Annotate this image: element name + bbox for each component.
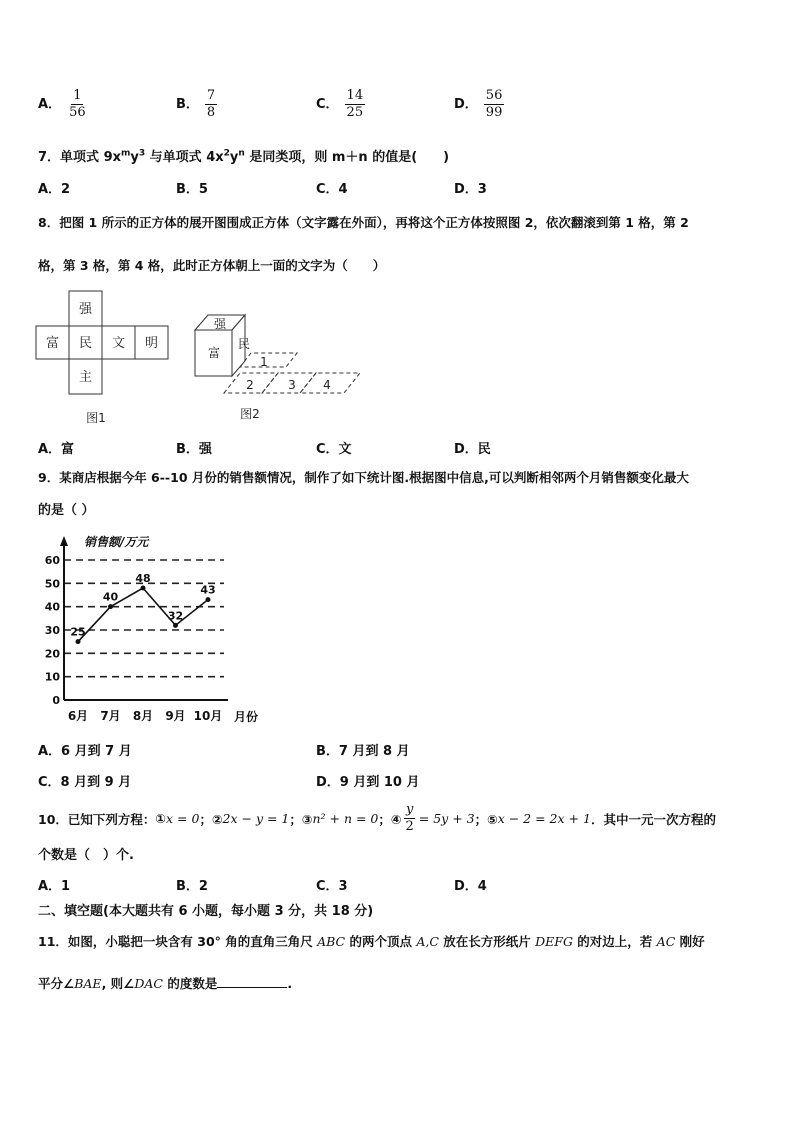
- roll-label-2: 2: [246, 378, 254, 392]
- data-point: [141, 586, 146, 591]
- y-tick-label: 30: [44, 624, 60, 637]
- net-label-left: 富: [45, 336, 60, 351]
- data-point: [76, 639, 81, 644]
- q8-figure1-net: [34, 288, 174, 428]
- cube-label-side: 民: [237, 337, 251, 351]
- cube-label-top: 强: [213, 317, 227, 331]
- q6-option-b-label: B．: [176, 97, 199, 112]
- q6-option-a-label: A．: [38, 97, 62, 112]
- data-label: 40: [102, 590, 119, 604]
- q6-option-a-fraction: $\frac{1}{56}$: [69, 88, 86, 120]
- q6-option-d-label: D．: [454, 97, 478, 112]
- x-tick-label: 6月: [67, 709, 89, 723]
- data-label: 43: [200, 583, 216, 597]
- chart-x-tick-labels: [68, 709, 223, 723]
- q10-equation-4-fraction: $\frac{y}{2}$: [405, 802, 414, 834]
- q9-option-c: C．8 月到 9 月: [38, 775, 132, 790]
- q6-option-c-label: C．: [316, 97, 339, 112]
- x-tick-label: 10月: [193, 709, 223, 723]
- x-tick-label: 7月: [100, 709, 121, 723]
- data-label: 25: [70, 625, 86, 639]
- q10-stem-line2: 个数是（ ）个.: [38, 848, 134, 863]
- q10-stem-line1: 10．已知下列方程： ① x = 0 ；② 2x − y = 1 ；③ n² + n = 0 ；④ $\frac{y}{2}$ = 5y + 3 ；⑤ x − 2 = 2x + 1 ．其中一元一次方程的: [38, 802, 716, 834]
- cube-label-front: 富: [207, 346, 221, 360]
- y-tick-label: 40: [44, 600, 60, 614]
- q6-option-d-fraction: $\frac{56}{99}$: [485, 88, 503, 120]
- q8-option-a: A．富: [38, 442, 75, 457]
- q9-sales-line-chart: [34, 528, 304, 728]
- net-label-right2: 明: [144, 336, 159, 351]
- q11-answer-blank[interactable]: [217, 975, 287, 988]
- chart-y-tick-labels: [45, 554, 61, 707]
- data-point: [108, 604, 113, 609]
- y-tick-label: 50: [44, 577, 60, 591]
- q7-option-c: C．4: [316, 182, 348, 197]
- net-label-top: 强: [78, 302, 93, 317]
- q6-option-c-fraction: $\frac{14}{25}$: [346, 88, 364, 120]
- net-label-right1: 文: [111, 336, 126, 351]
- q10-equation-3: n² + n = 0: [312, 811, 379, 826]
- q7-stem: 7．单项式 $9x^my^3$ 与单项式 $4x^2y^n$ 是同类项，则 m＋n 的值是( ): [38, 148, 450, 165]
- data-point: [173, 623, 178, 628]
- x-tick-label: 9月: [165, 709, 186, 723]
- x-tick-label: 8月: [132, 709, 154, 723]
- q10-option-d: D．4: [454, 879, 487, 894]
- q9-stem-line1: 9．某商店根据今年 6--10 月份的销售额情况，制作了如下统计图.根据图中信息,可以判断相邻两个月销售额变化最大: [38, 470, 689, 485]
- q6-option-d: [454, 88, 504, 121]
- q8-option-d: D．民: [454, 442, 491, 457]
- q10-equation-2: 2x − y = 1: [222, 811, 290, 826]
- q7-option-a: A．2: [38, 182, 71, 197]
- q11-stem-line2: 平分∠BAE, 则∠DAC 的度数是 .: [38, 976, 293, 991]
- y-tick-label: 10: [44, 670, 60, 684]
- chart-x-axis-label: 月份: [234, 710, 259, 724]
- roll-label-4: 4: [323, 378, 331, 392]
- roll-cell-1: [240, 353, 297, 367]
- chart-data-points: [76, 586, 211, 645]
- net-label-bottom: 主: [78, 370, 93, 385]
- chart-data-labels: [70, 572, 215, 639]
- q9-option-d: D．9 月到 10 月: [316, 775, 420, 790]
- figure2-caption: 图2: [240, 407, 260, 421]
- y-tick-label: 60: [44, 554, 60, 567]
- data-point: [206, 597, 211, 602]
- q10-option-b: B．2: [176, 879, 208, 894]
- q9-option-a: A．6 月到 7 月: [38, 744, 132, 759]
- q9-stem-line2: 的是（ ）: [38, 503, 95, 518]
- q10-option-a: A．1: [38, 879, 71, 894]
- roll-label-3: 3: [288, 378, 296, 392]
- q6-option-a: [38, 88, 88, 121]
- data-label: 48: [135, 572, 151, 585]
- q7-option-d: D．3: [454, 182, 487, 197]
- q8-option-c: C．文: [316, 442, 352, 457]
- q9-option-b: B．7 月到 8 月: [316, 744, 410, 759]
- section-2-heading: 二、填空题(本大题共有 6 小题，每小题 3 分，共 18 分): [38, 904, 374, 919]
- q6-option-c: [316, 88, 365, 121]
- q7-option-b: B．5: [176, 182, 208, 197]
- figure1-caption: 图1: [86, 411, 106, 425]
- chart-title: 销售额/万元: [84, 535, 149, 549]
- y-axis-arrow: [60, 536, 68, 546]
- q6-option-b-fraction: $\frac{7}{8}$: [206, 88, 216, 120]
- series-line: [78, 588, 208, 642]
- data-label: 32: [167, 609, 184, 623]
- q10-option-c: C．3: [316, 879, 348, 894]
- q10-equation-5: x − 2 = 2x + 1: [497, 811, 591, 826]
- q10-equation-1: x = 0: [166, 811, 200, 826]
- q8-stem-line1: 8．把图 1 所示的正方体的展开图围成正方体（文字露在外面），再将这个正方体按照图 2，依次翻滚到第 1 格，第 2: [38, 215, 689, 230]
- chart-series-line: [78, 588, 208, 642]
- q6-option-b: [176, 88, 217, 121]
- q11-stem-line1: 11．如图，小聪把一块含有 30° 角的直角三角尺 ABC 的两个顶点 A,C 放在长方形纸片 DEFG 的对边上，若 AC 刚好: [38, 934, 705, 949]
- q10-equation-4-rest: = 5y + 3: [418, 811, 475, 826]
- y-tick-label: 20: [44, 647, 60, 661]
- q8-option-b: B．强: [176, 442, 212, 457]
- roll-label-1: 1: [260, 355, 268, 369]
- q8-figure2-cube: [188, 308, 368, 428]
- y-tick-label: 0: [52, 694, 60, 707]
- net-label-center: 民: [78, 336, 93, 351]
- q8-stem-line2: 格，第 3 格，第 4 格，此时正方体朝上一面的文字为（ ）: [38, 258, 386, 273]
